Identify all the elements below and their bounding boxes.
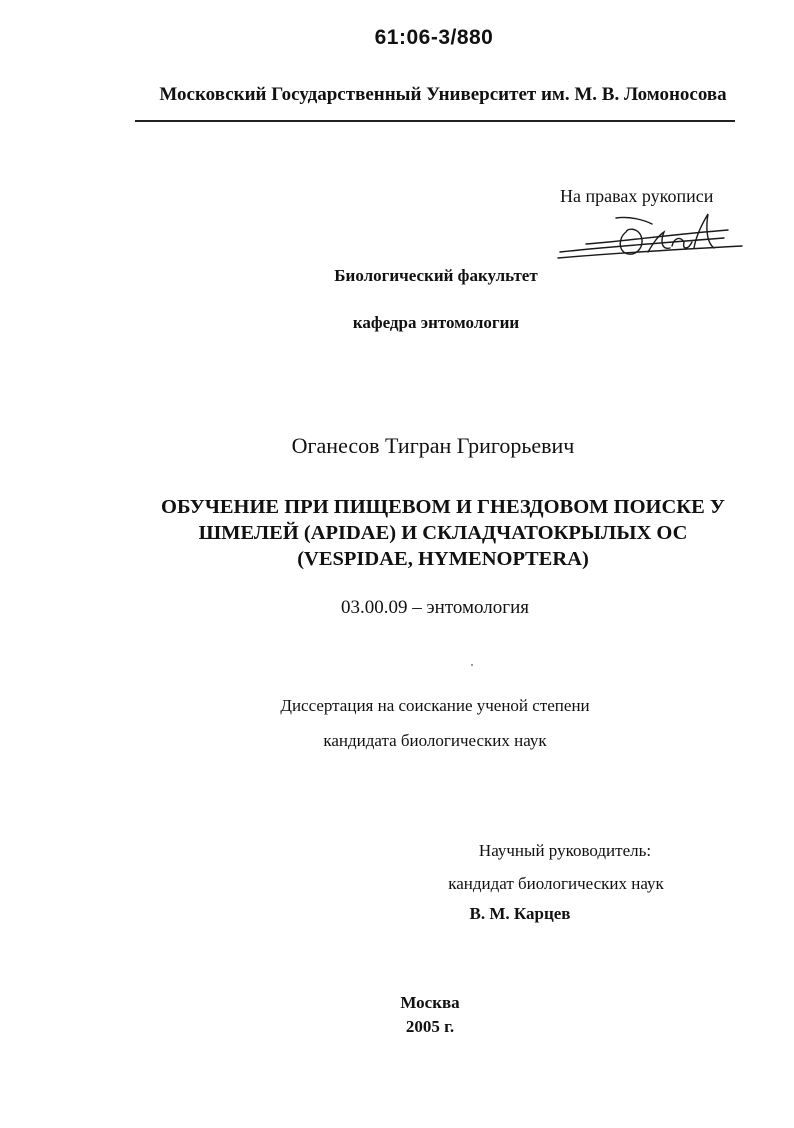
title-line: (VESPIDAE, HYMENOPTERA) bbox=[297, 548, 589, 570]
header-divider bbox=[135, 120, 735, 122]
dissertation-title bbox=[100, 494, 786, 572]
advisor-name: В. М. Карцев bbox=[469, 904, 571, 923]
city: Москва bbox=[400, 993, 460, 1012]
year: 2005 г. bbox=[405, 1017, 455, 1036]
title-line: ОБУЧЕНИЕ ПРИ ПИЩЕВОМ И ГНЕЗДОВОМ ПОИСКЕ У bbox=[161, 496, 725, 518]
advisor-role: Научный руководитель: bbox=[478, 841, 652, 860]
faculty: Биологический факультет bbox=[334, 266, 538, 285]
advisor-degree: кандидат биологических наук bbox=[448, 874, 664, 893]
title-line: ШМЕЛЕЙ (APIDAE) И СКЛАДЧАТОКРЫЛЫХ ОС bbox=[198, 522, 688, 544]
author-name: Оганесов Тигран Григорьевич bbox=[291, 433, 575, 458]
signature-icon bbox=[556, 208, 746, 264]
degree-statement: Диссертация на соискание ученой степени bbox=[280, 696, 590, 715]
degree-statement-continued: кандидата биологических наук bbox=[323, 731, 547, 750]
specialty-code: 03.00.09 – энтомология bbox=[341, 597, 529, 618]
university-name: Московский Государственный Университет им. М. В. Ломоносова bbox=[159, 84, 727, 105]
department: кафедра энтомологии bbox=[352, 313, 520, 332]
scan-speck bbox=[471, 664, 473, 666]
rights-note: На правах рукописи bbox=[560, 186, 714, 206]
catalog-number: 61:06-3/880 bbox=[374, 26, 494, 49]
